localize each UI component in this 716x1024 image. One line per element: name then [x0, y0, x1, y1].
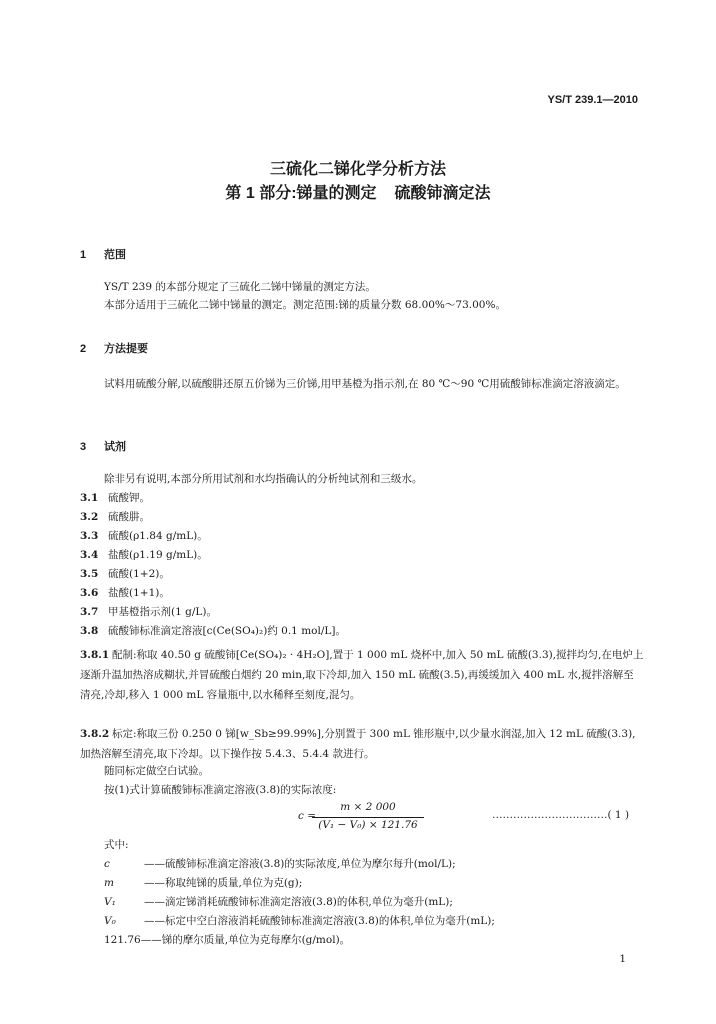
section-title: 试剂 — [104, 441, 126, 453]
standard-number: YS/T 239.1—2010 — [547, 94, 638, 106]
section-1-heading — [80, 247, 126, 264]
item-text: 标定:称取三份 0.250 0 锑[w_Sb≥99.99%],分别置于 300 mL 锥形瓶中,以少量水润湿,加入 12 mL 硫酸(3.3),加热溶解至清亮,取下冷却。以下操作按 5.4.3、5.4.4 款进行。 — [80, 728, 636, 760]
item-text: 硫酸肼。 — [108, 511, 150, 523]
item-text: 硫酸钾。 — [108, 492, 150, 504]
formula-denominator: (V₁ − V₀) × 121.76 — [318, 818, 418, 831]
list-item — [80, 491, 644, 507]
title-line-2 — [0, 182, 716, 206]
item-text: 硫酸铈标准滴定溶液[c(Ce(SO₄)₂)约 0.1 mol/L]。 — [108, 625, 346, 637]
paragraph: 除非另有说明,本部分所用试剂和水均指确认的分析纯试剂和三级水。 — [104, 473, 423, 485]
list-item — [80, 605, 644, 621]
item-number: 3.7 — [80, 606, 99, 618]
list-item — [80, 567, 644, 583]
item-number: 3.8.1 — [80, 649, 110, 661]
definition-row: 121.76——锑的摩尔质量,单位为克每摩尔(g/mol)。 — [104, 934, 351, 946]
definition-text: ——滴定锑消耗硫酸铈标准滴定溶液(3.8)的体积,单位为毫升(mL); — [144, 896, 453, 908]
equation-number: ……………………………( 1 ) — [492, 809, 630, 821]
item-number: 3.4 — [80, 549, 99, 561]
formula-fraction — [312, 800, 424, 834]
definition-symbol: V₁ — [104, 896, 116, 908]
item-number: 3.8.2 — [80, 728, 110, 740]
definition-symbol: V₀ — [104, 915, 116, 927]
list-item — [80, 586, 644, 602]
paragraph: 本部分适用于三硫化二锑中锑量的测定。测定范围:锑的质量分数 68.00%～73.00%。 — [104, 299, 506, 311]
definition-text: ——称取纯锑的质量,单位为克(g); — [144, 877, 303, 889]
formula-lhs: c = — [298, 810, 317, 822]
list-item — [80, 548, 644, 564]
item-number: 3.3 — [80, 530, 99, 542]
item-number: 3.8 — [80, 625, 99, 637]
item-text: 盐酸(1+1)。 — [108, 587, 170, 599]
title-method: 硫酸铈滴定法 — [394, 185, 491, 202]
item-number: 3.5 — [80, 568, 99, 580]
item-text: 硫酸(ρ1.84 g/mL)。 — [108, 530, 208, 542]
section-3-heading — [80, 439, 126, 456]
section-title: 范围 — [104, 249, 126, 261]
list-item-3-8-1 — [80, 645, 644, 705]
item-text: 甲基橙指示剂(1 g/L)。 — [108, 606, 217, 618]
where-label: 式中: — [104, 839, 129, 851]
page-number: 1 — [619, 953, 626, 965]
definition-text: ——硫酸铈标准滴定溶液(3.8)的实际浓度,单位为摩尔每升(mol/L); — [144, 858, 456, 870]
item-number: 3.6 — [80, 587, 99, 599]
definition-row — [104, 876, 644, 892]
paragraph: 试料用硫酸分解,以硫酸肼还原五价锑为三价锑,用甲基橙为指示剂,在 80 ℃～90 ℃用硫酸铈标准滴定溶液滴定。 — [104, 378, 626, 390]
list-item — [80, 529, 644, 545]
section-number: 1 — [80, 249, 87, 261]
definition-text: ——标定中空白溶液消耗硫酸铈标准滴定溶液(3.8)的体积,单位为毫升(mL); — [144, 915, 495, 927]
item-number: 3.2 — [80, 511, 99, 523]
definition-symbol: m — [104, 877, 114, 889]
title-line-1: 三硫化二锑化学分析方法 — [269, 161, 446, 178]
section-number: 2 — [80, 343, 87, 355]
paragraph: 随同标定做空白试验。 — [104, 765, 209, 777]
definition-row — [104, 857, 644, 873]
paragraph: YS/T 239 的本部分规定了三硫化二锑中锑量的测定方法。 — [104, 281, 376, 293]
formula-numerator: m × 2 000 — [312, 800, 424, 818]
definition-row — [104, 914, 644, 930]
item-number: 3.1 — [80, 492, 99, 504]
paragraph: 按(1)式计算硫酸铈标准滴定溶液(3.8)的实际浓度: — [104, 784, 337, 796]
definition-row — [104, 895, 644, 911]
item-text: 配制:称取 40.50 g 硫酸铈[Ce(SO₄)₂ · 4H₂O],置于 1 000 mL 烧杯中,加入 50 mL 硫酸(3.3),搅拌均匀,在电炉上逐渐升温加热溶成糊状,并冒硫酸白烟约 20 min,取下冷却,加入 150 mL 硫酸(3.5),再缓缓加入 400 mL 水,搅拌溶解至清亮,冷却,移入 1 000 mL 容量瓶中,以水稀释至刻度,混匀。 — [80, 649, 644, 701]
item-text: 硫酸(1+2)。 — [108, 568, 170, 580]
list-item — [80, 624, 644, 640]
list-item — [80, 510, 644, 526]
title-part: 第 1 部分:锑量的测定 — [225, 185, 377, 202]
definition-symbol: c — [104, 858, 110, 870]
section-title: 方法提要 — [104, 343, 148, 355]
list-item-3-8-2 — [80, 724, 644, 764]
section-number: 3 — [80, 441, 87, 453]
section-2-heading — [80, 341, 148, 358]
item-text: 盐酸(ρ1.19 g/mL)。 — [108, 549, 208, 561]
